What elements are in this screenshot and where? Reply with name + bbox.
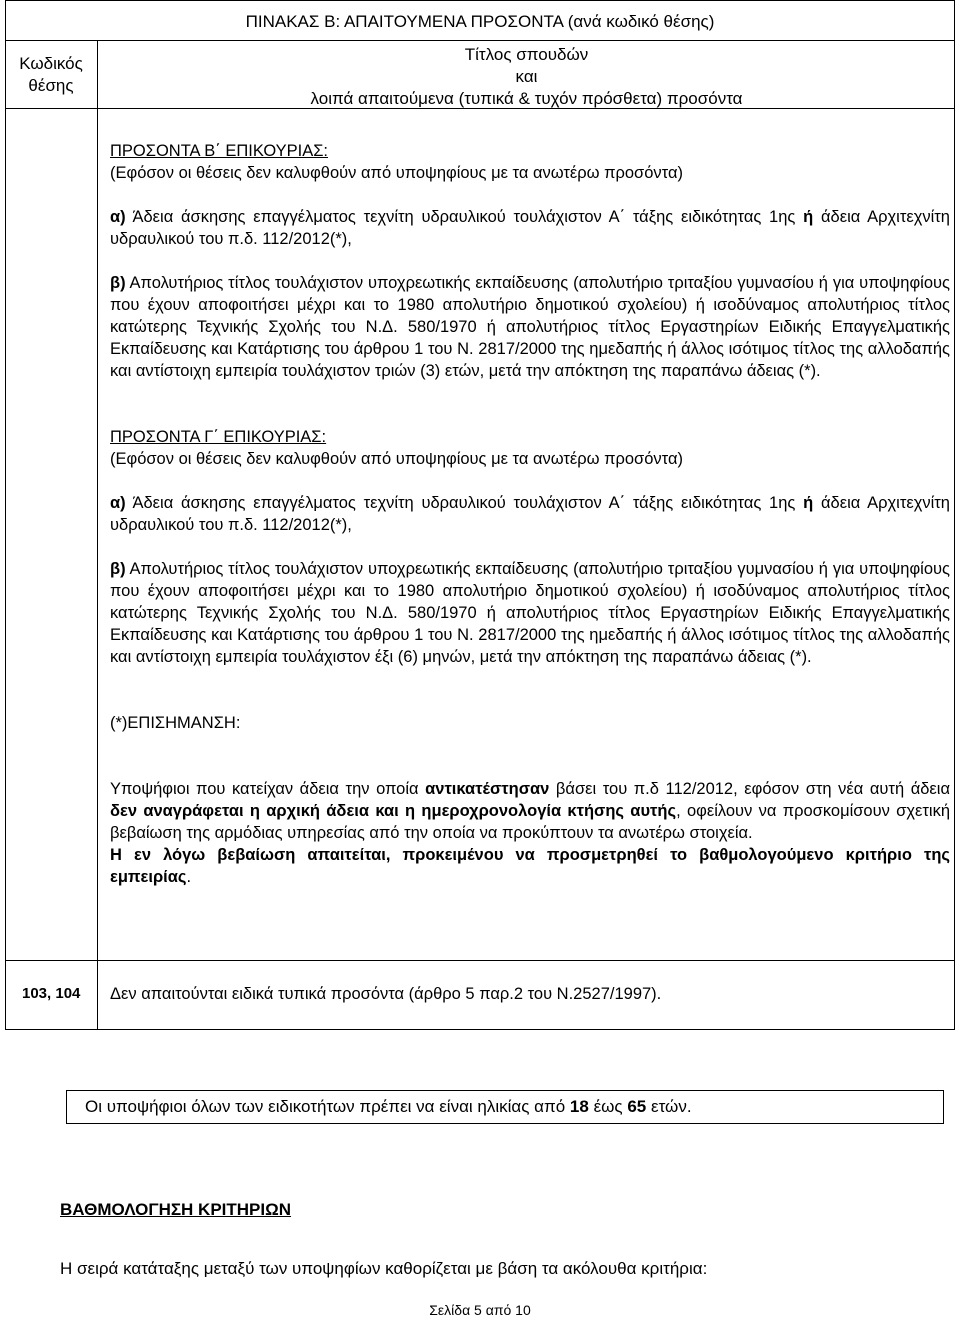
section-c-item-b: β) Απολυτήριος τίτλος τουλάχιστον υποχρεωτικής εκπαίδευσης (απολυτήριο τριταξίου γυμνασίου ή για υποψηφίους που έχουν αποφοιτήσει μέχρι και το 1980 απολυτήριο δημοτικού σχολείου) ή ισοδύναμος απολυτήριος τίτλος κατώτερης Τεχνικής Σχολής του Ν.Δ. 580/1970 ή απολυτήριος τίτλος Εργαστηρίων Ειδικής Επαγγελματικής Εκπαίδευσης και Κατάρτισης του άρθρου 1 του Ν. 2817/2000 της ημεδαπής ή άλλος ισότιμος τίτλος της αλλοδαπής και αντίστοιχη εμπειρία τουλάχιστον έξι (6) μηνών, μετά την απόκτηση της παραπάνω άδειας (*). bbox=[110, 560, 950, 666]
age-max: 65 bbox=[627, 1097, 647, 1116]
section-c-item-a: α) Άδεια άσκησης επαγγέλματος τεχνίτη υδραυλικού τουλάχιστον Α΄ τάξης ειδικότητας 1ης ή άδεια Αρχιτεχνίτη υδραυλικού του π.δ. 112/2012(*), bbox=[110, 494, 950, 534]
age-min: 18 bbox=[569, 1097, 589, 1116]
table-title: ΠΙΝΑΚΑΣ Β: ΑΠΑΙΤΟΥΜΕΝΑ ΠΡΟΣΟΝΤΑ (ανά κωδικό θέσης) bbox=[245, 12, 715, 31]
section-b-item-a: α) Άδεια άσκησης επαγγέλματος τεχνίτη υδραυλικού τουλάχιστον Α΄ τάξης ειδικότητας 1ης ή άδεια Αρχιτεχνίτη υδραυλικού του π.δ. 112/2012(*), bbox=[110, 208, 950, 248]
table-border-title bbox=[5, 40, 955, 41]
section-b-title: ΠΡΟΣΟΝΤΑ Β΄ ΕΠΙΚΟΥΡΙΑΣ: bbox=[110, 142, 329, 160]
section-c-intro: (Εφόσον οι θέσεις δεν καλυφθούν από υποψηφίους με τα ανωτέρω προσόντα) bbox=[110, 450, 683, 468]
column-header-qualifications: Τίτλος σπουδών και λοιπά απαιτούμενα (τυπικά & τυχόν πρόσθετα) προσόντα bbox=[310, 45, 743, 108]
column-header-code: Κωδικός θέσης bbox=[19, 54, 83, 95]
position-codes: 103, 104 bbox=[22, 985, 81, 1002]
section-b-item-b: β) Απολυτήριος τίτλος τουλάχιστον υποχρεωτικής εκπαίδευσης (απολυτήριο τριταξίου γυμνασίου ή για υποψηφίους που έχουν αποφοιτήσει μέχρι και το 1980 απολυτήριο δημοτικού σχολείου) ή ισοδύναμος απολυτήριος τίτλος κατώτερης Τεχνικής Σχολής του Ν.Δ. 580/1970 ή απολυτήριος τίτλος Εργαστηρίων Ειδικής Επαγγελματικής Εκπαίδευσης και Κατάρτισης του άρθρου 1 του Ν. 2817/2000 της ημεδαπής ή άλλος ισότιμος τίτλος της αλλοδαπής και αντίστοιχη εμπειρία τουλάχιστον τριών (3) ετών, μετά την απόκτηση της παραπάνω άδειας (*). bbox=[110, 274, 950, 380]
table-border-top bbox=[5, 0, 955, 1]
table-border-bottom bbox=[5, 1029, 955, 1030]
table-border-row1 bbox=[5, 960, 955, 961]
table-column-divider bbox=[97, 40, 98, 1030]
criteria-heading: ΒΑΘΜΟΛΟΓΗΣΗ ΚΡΙΤΗΡΙΩΝ bbox=[60, 1200, 292, 1219]
table-border-right bbox=[954, 0, 955, 1030]
page-number: Σελίδα 5 από 10 bbox=[429, 1302, 531, 1318]
section-b-intro: (Εφόσον οι θέσεις δεν καλυφθούν από υποψηφίους με τα ανωτέρω προσόντα) bbox=[110, 164, 683, 182]
age-requirement-box: Οι υποψήφιοι όλων των ειδικοτήτων πρέπει να είναι ηλικίας από 18 έως 65 ετών. bbox=[66, 1090, 944, 1124]
section-c-title: ΠΡΟΣΟΝΤΑ Γ΄ ΕΠΙΚΟΥΡΙΑΣ: bbox=[110, 428, 327, 446]
criteria-intro: Η σειρά κατάταξης μεταξύ των υποψηφίων καθορίζεται με βάση τα ακόλουθα κριτήρια: bbox=[60, 1259, 708, 1278]
qualifications-content bbox=[110, 140, 950, 888]
note-paragraph-1: Υποψήφιοι που κατείχαν άδεια την οποία αντικατέστησαν βάσει του π.δ 112/2012, εφόσον στη νέα αυτή άδεια δεν αναγράφεται η αρχική άδεια και η ημεροχρονολογία κτήσης αυτής, οφείλουν να προσκομίσουν σχετική βεβαίωση της αρμόδιας υπηρεσίας από την οποία να προκύπτουν τα ανωτέρω στοιχεία. bbox=[110, 780, 950, 842]
note-title: (*)ΕΠΙΣΗΜΑΝΣΗ: bbox=[110, 714, 241, 732]
position-codes-requirements: Δεν απαιτούνται ειδικά τυπικά προσόντα (άρθρο 5 παρ.2 του Ν.2527/1997). bbox=[110, 985, 662, 1003]
note-paragraph-2: Η εν λόγω βεβαίωση απαιτείται, προκειμένου να προσμετρηθεί το βαθμολογούμενο κριτήριο της εμπειρίας. bbox=[110, 846, 950, 886]
table-border-left bbox=[5, 0, 6, 1030]
